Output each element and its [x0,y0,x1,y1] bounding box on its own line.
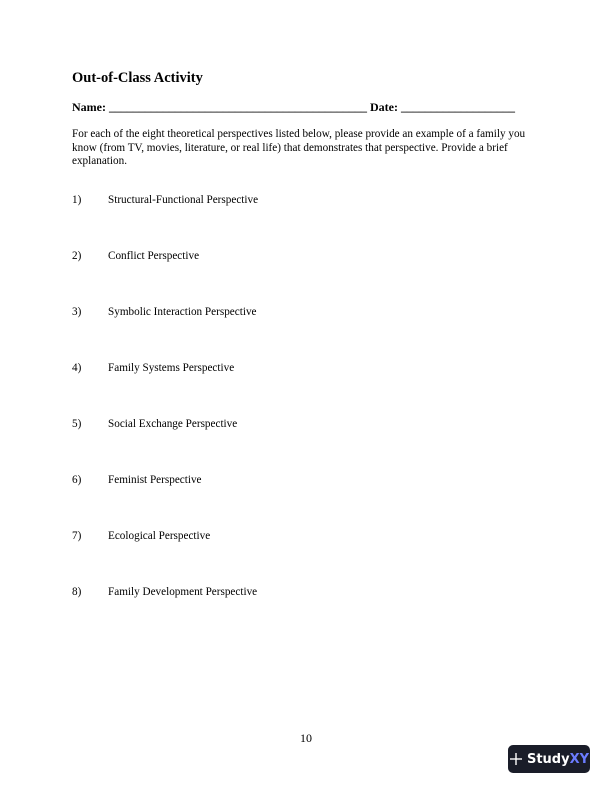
item-label: Symbolic Interaction Perspective [108,306,257,318]
item-number: 4) [72,362,82,374]
item-number: 7) [72,530,82,542]
item-label: Family Development Perspective [108,586,258,598]
list-item [72,530,210,542]
instructions: For each of the eight theoretical perspectives listed below, please provide an example of a family you know (from TV, movies, literature, or real life) that demonstrates that perspective. Provide a brief explanation. [72,128,526,168]
list-item [72,586,257,598]
item-number: 2) [72,250,82,262]
page-number: 10 [300,731,312,745]
item-number: 8) [72,586,82,598]
name-field[interactable]: Name: ___________________________________________ [72,100,367,114]
item-number: 1) [72,194,82,206]
item-number: 5) [72,418,82,430]
name-date-line [72,100,515,115]
list-item [72,306,257,318]
item-label: Conflict Perspective [108,250,200,262]
list-item [72,250,199,262]
page-title: Out-of-Class Activity [72,70,203,86]
item-label: Social Exchange Perspective [108,418,238,430]
item-label: Family Systems Perspective [108,362,235,374]
item-label: Structural-Functional Perspective [108,194,259,206]
item-number: 6) [72,474,82,486]
logo-text: Study [526,751,570,767]
date-field[interactable]: Date: ___________________ [369,100,515,114]
studyxy-logo[interactable] [508,745,590,773]
list-item [72,474,202,486]
item-label: Ecological Perspective [108,530,211,542]
item-label: Feminist Perspective [108,474,202,486]
list-item [72,194,258,206]
item-number: 3) [72,306,82,318]
list-item [72,418,237,430]
logo-text-accent: XY [569,751,590,767]
list-item [72,362,234,374]
plus-icon [509,752,523,766]
